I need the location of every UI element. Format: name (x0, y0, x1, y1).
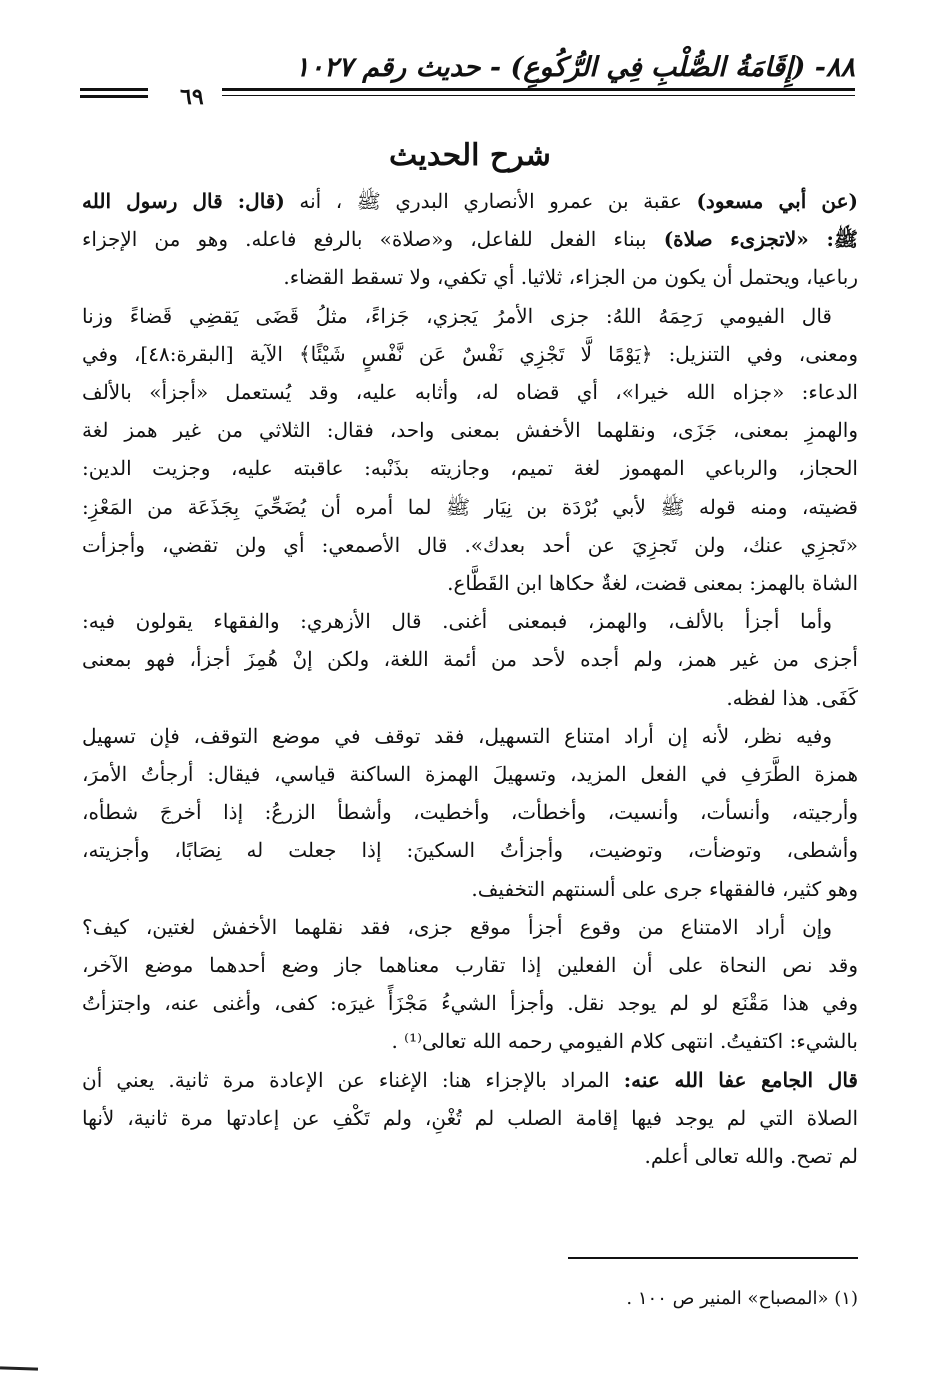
text-line: لم تصح. والله تعالى أعلم. (644, 1144, 858, 1169)
text-line: همزة الطَّرَفِ في الفعل المزيد، وتسهيلَ الهمزة الساكنة قياسي، فيقال: أرجأتُ الأمرَ، (82, 762, 858, 787)
text-line: الدعاء: «جزاه الله خيرا»، أي قضاه له، وأثابه عليه، وقد يُستعمل «أجزأ» بالألف (82, 380, 858, 405)
text-line: بالشيء: اكتفيتُ. انتهى كلام الفيومي رحمه الله تعالى⁽¹⁾ . (391, 1029, 858, 1054)
text-line: الصلاة التي لم يوجد فيها إقامة الصلب لم تُغْنِ، ولم تَكْفِ عن إعادتها مرة ثانية، لأنها (82, 1105, 858, 1130)
text-line: قال الفيومي رَحِمَهُ اللهُ: جزى الأمرُ يَجزي، جَزاءً، مثلُ قَضَى يَقضِي قَضاءً وزنا (82, 303, 832, 328)
body-text (82, 182, 858, 1175)
text-line: وفي هذا مَقْنَع لو لم يوجد نقل. وأجزأ الشيءُ مَجْزَأً غيرَه: كفى، وأغنى عنه، واجتزأتُ (82, 991, 858, 1016)
text-line: الشاة بالهمز: بمعنى قضت، لغةٌ حكاها ابن القَطَّاع. (447, 571, 858, 596)
text-line (82, 258, 858, 296)
header-rule-left (80, 88, 148, 91)
bold-phrase: (قال: قال رسول الله (82, 189, 285, 213)
text-line: الحجاز، والرباعي المهموز لغة تميم، وجازيته بذَنْبه: عاقبته عليه، وجزيت الدين: (82, 456, 858, 481)
paragraph (82, 1061, 858, 1176)
text-span: رباعيا، ويحتمل أن يكون من الجزاء، ثلاثيا. أي تكفي، ولا تسقط القضاء. (283, 265, 858, 290)
bold-phrase: قال الجامع عفا الله عنه: (623, 1067, 858, 1092)
text-line: وأما أجزأ بالألف، والهمز، فبمعنى أغنى. قال الأزهري: والفقهاء يقولون فيه: (82, 609, 832, 634)
text-line: كَفَى. هذا لفظه. (726, 685, 858, 710)
header-rule-left-2 (80, 95, 148, 98)
text-span: المراد بالإجزاء هنا: الإغناء عن الإعادة مرة ثانية. يعني أن (82, 1067, 624, 1092)
paragraph (82, 182, 858, 297)
text-line: وفيه نظر، لأنه إن أراد امتناع التسهيل، فقد توقف في موضع التوقف، فإن تسهيل (82, 723, 832, 748)
section-title: شرح الحديث (389, 138, 551, 173)
header-rule-thin (222, 95, 855, 96)
text-line: وإن أراد الامتناع من وقوع أجزأ موقع جزى، فقد نقلهما الأخفش لغتين، كيف؟ (82, 914, 832, 939)
header-title: ٨٨- (إِقَامَةُ الصُّلْبِ فِي الرُّكُوعِ) - حديث رقم ١٠٢٧ (294, 52, 855, 83)
scan-edge-mark (0, 1366, 38, 1370)
text-line: أجزى من غير همز، ولم أجده لأحد من أئمة اللغة، ولكن إنْ هُمِزَ أجزأ، فهو بمعنى (82, 647, 858, 672)
header-rule (222, 88, 855, 91)
footnote: (١) «المصباح» المنير ص ١٠٠ . (626, 1288, 858, 1309)
paragraph (82, 717, 858, 908)
text-line (82, 1061, 858, 1099)
paragraph (82, 908, 858, 1061)
bold-phrase: (عن أبي مسعود) (696, 189, 858, 213)
bold-phrase: ﷺ: «لاتجزىء صلاة) (663, 227, 858, 252)
text-line (82, 220, 858, 258)
footnote-rule (568, 1257, 858, 1259)
text-line: وقد نص النحاة على أن الفعلين إذا تقارب معناهما جاز وضع أحدهما موضع الآخر، (82, 953, 858, 978)
text-line: والهمزِ بمعنى، جَزَى، ونقلهما الأخفش بمعنى واحد، فقال: الثلاثي من غير همز لغة (82, 418, 858, 443)
text-line (82, 182, 858, 220)
paragraph (82, 297, 858, 603)
page-number: ٦٩ (180, 84, 204, 110)
text-line: وأرجيته، وأنسأت، وأنسيت، وأخطأت، وأخطيت، وأشطأ الزرعُ: إذا أخرجَ شطأه، (82, 800, 858, 825)
text-span: ببناء الفعل للفاعل، و«صلاة» بالرفع فاعله. وهو من الإجزاء (82, 227, 664, 252)
text-line: وأشطى، وتوضأت، وتوضيت، وأجزأتُ السكينَ: إذا جعلت له نِصَابًا، وأجزيته، (82, 838, 858, 863)
text-line: «تَجزِي عنك، ولن تَجزِيَ عن أحد بعدك». قال الأصمعي: أي ولن تقضي، وأجزأت (82, 532, 858, 557)
text-line: وهو كثير، فالفقهاء جرى على ألسنتهم التخفيف. (471, 876, 858, 901)
running-header (80, 50, 855, 110)
text-line: ومعنى، وفي التنزيل: ﴿يَوْمًا لَّا تَجْزِي نَفْسٌ عَن نَّفْسٍ شَيْئًا﴾ الآية [البقرة:٤٨]، وفي (82, 341, 858, 366)
paragraph (82, 602, 858, 717)
text-line: قضيته، ومنه قوله ﷺ لأبي بُرْدَة بن نِيَار ﷺ لما أمره أن يُضَحِّيَ بِجَذَعَة من المَعْزِ: (82, 494, 858, 519)
text-span: عقبة بن عمرو الأنصاري البدري ﷺ ، أنه (284, 189, 697, 213)
